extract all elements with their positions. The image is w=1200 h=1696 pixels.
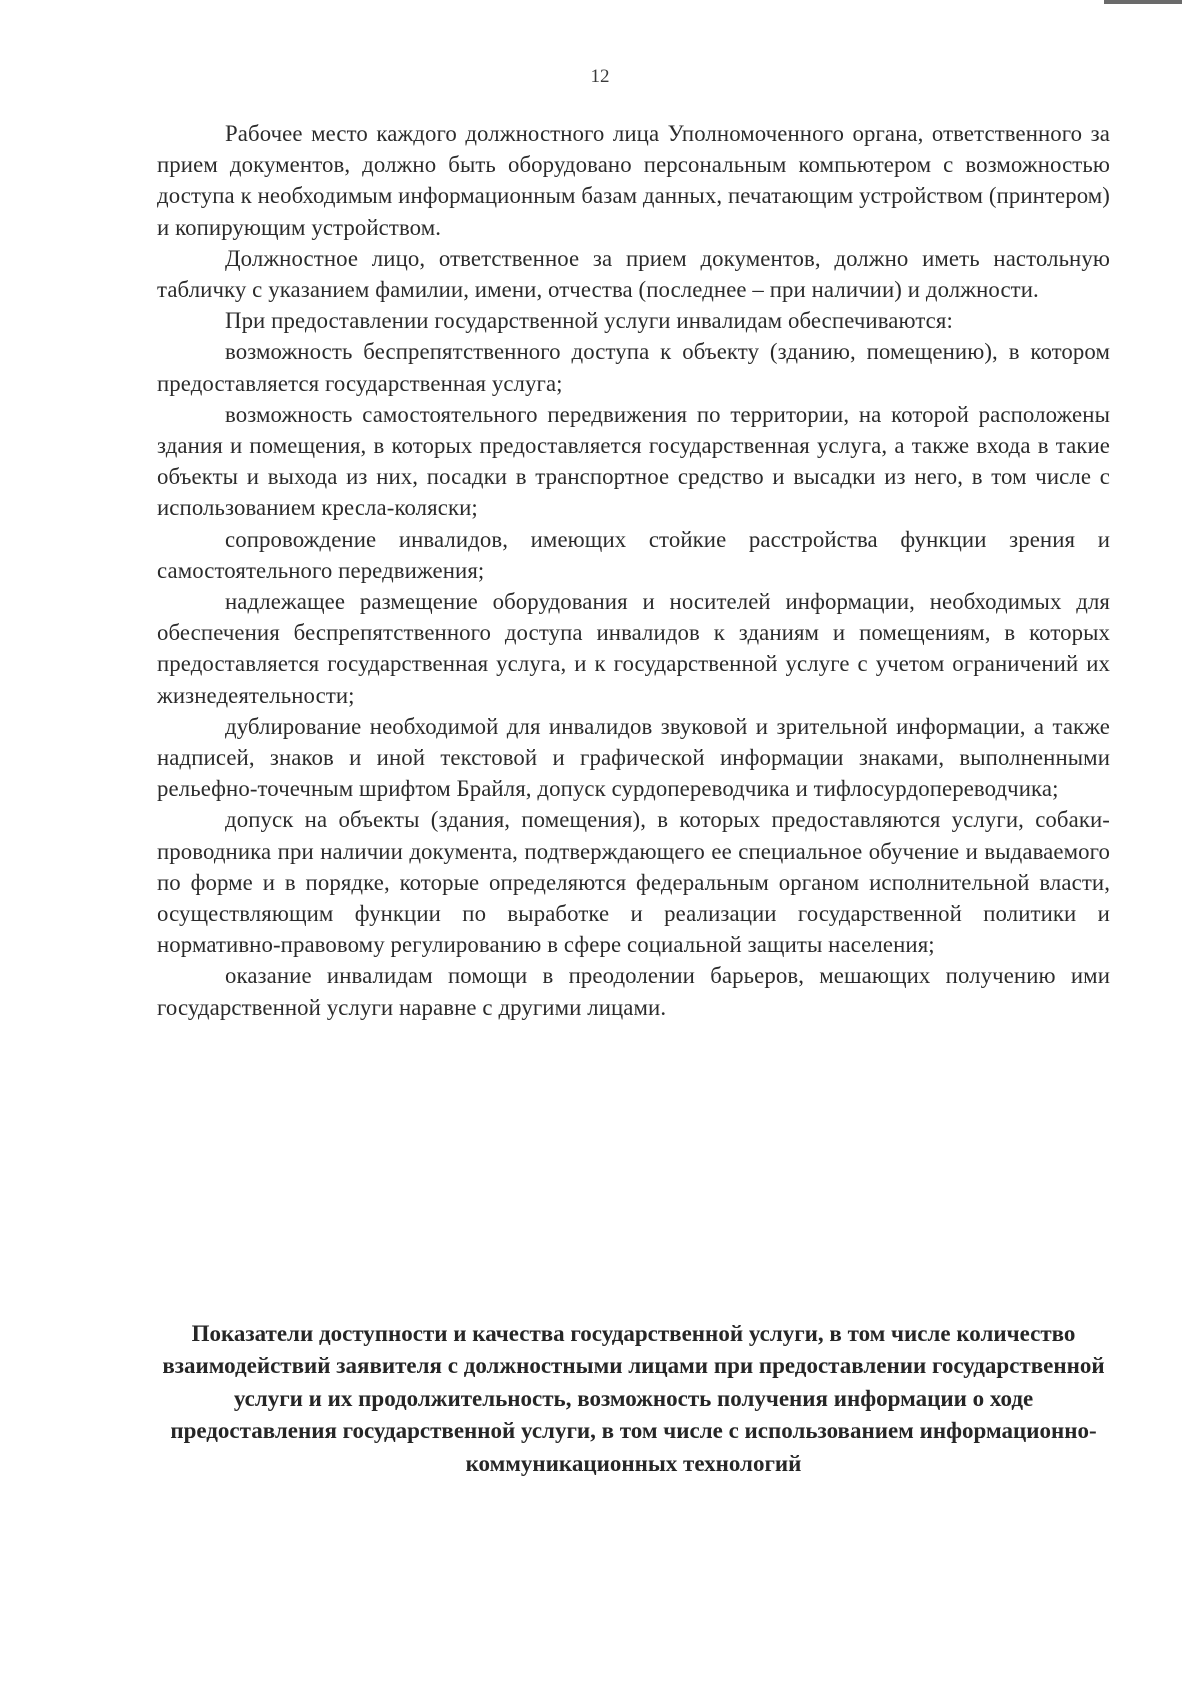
paragraph-nameplate: Должностное лицо, ответственное за прием документов, должно иметь настольную табличку с указанием фамилии, имени, отчества (последнее – при наличии) и должности.: [157, 245, 1110, 303]
section-heading: Показатели доступности и качества государственной услуги, в том числе количество взаимодействий заявителя с должностными лицами при предоставлении государственной услуги и их продолжительность, возможность получения информации о ходе предоставления государственной услуги, в том числе с использованием информационно-коммуникационных технологий: [162, 1321, 1105, 1476]
scan-edge-mark: [1104, 0, 1182, 4]
paragraph-barrier-assistance: оказание инвалидам помощи в преодолении барьеров, мешающих получению ими государственной услуги наравне с другими лицами.: [157, 963, 1110, 1020]
paragraph-guide-dog: допуск на объекты (здания, помещения), в которых предоставляются услуги, собаки-проводника при наличии документа, подтверждающего ее специальное обучение и выдаваемого по форме и в порядке, которые определяются федеральным органом исполнительной власти, осуществляющим функции по выработке и реализации государственной политики и нормативно-правовому регулированию в сфере социальной защиты населения;: [157, 807, 1110, 958]
paragraph-disabled-provision: При предоставлении государственной услуги инвалидам обеспечиваются:: [225, 308, 953, 334]
document-body: [157, 118, 1110, 1023]
paragraph-access-object: возможность беспрепятственного доступа к объекту (зданию, помещению), в котором предоставляется государственная услуга;: [157, 339, 1110, 396]
page-number: 12: [590, 66, 610, 87]
paragraph-information-duplication: дублирование необходимой для инвалидов звуковой и зрительной информации, а также надписей, знаков и иной текстовой и графической информации знаками, выполненными рельефно-точечным шрифтом Брайля, допуск сурдопереводчика и тифлосурдопереводчика;: [157, 713, 1110, 802]
paragraph-escort: сопровождение инвалидов, имеющих стойкие расстройства функции зрения и самостоятельного передвижения;: [157, 526, 1110, 583]
paragraph-movement: возможность самостоятельного передвижения по территории, на которой расположены здания и помещения, в которых предоставляется государственная услуга, а также входа в такие объекты и выхода из них, посадки в транспортное средство и высадки из него, в том числе с использованием кресла-коляски;: [157, 401, 1110, 521]
paragraph-workplace: Рабочее место каждого должностного лица Уполномоченного органа, ответственного за прием документов, должно быть оборудовано персональным компьютером с возможностью доступа к необходимым информационным базам данных, печатающим устройством (принтером) и копирующим устройством.: [157, 121, 1110, 240]
paragraph-equipment-placement: надлежащее размещение оборудования и носителей информации, необходимых для обеспечения беспрепятственного доступа инвалидов к зданиям и помещениям, в которых предоставляется государственная услуга, и к государственной услуге с учетом ограничений их жизнедеятельности;: [157, 589, 1110, 708]
